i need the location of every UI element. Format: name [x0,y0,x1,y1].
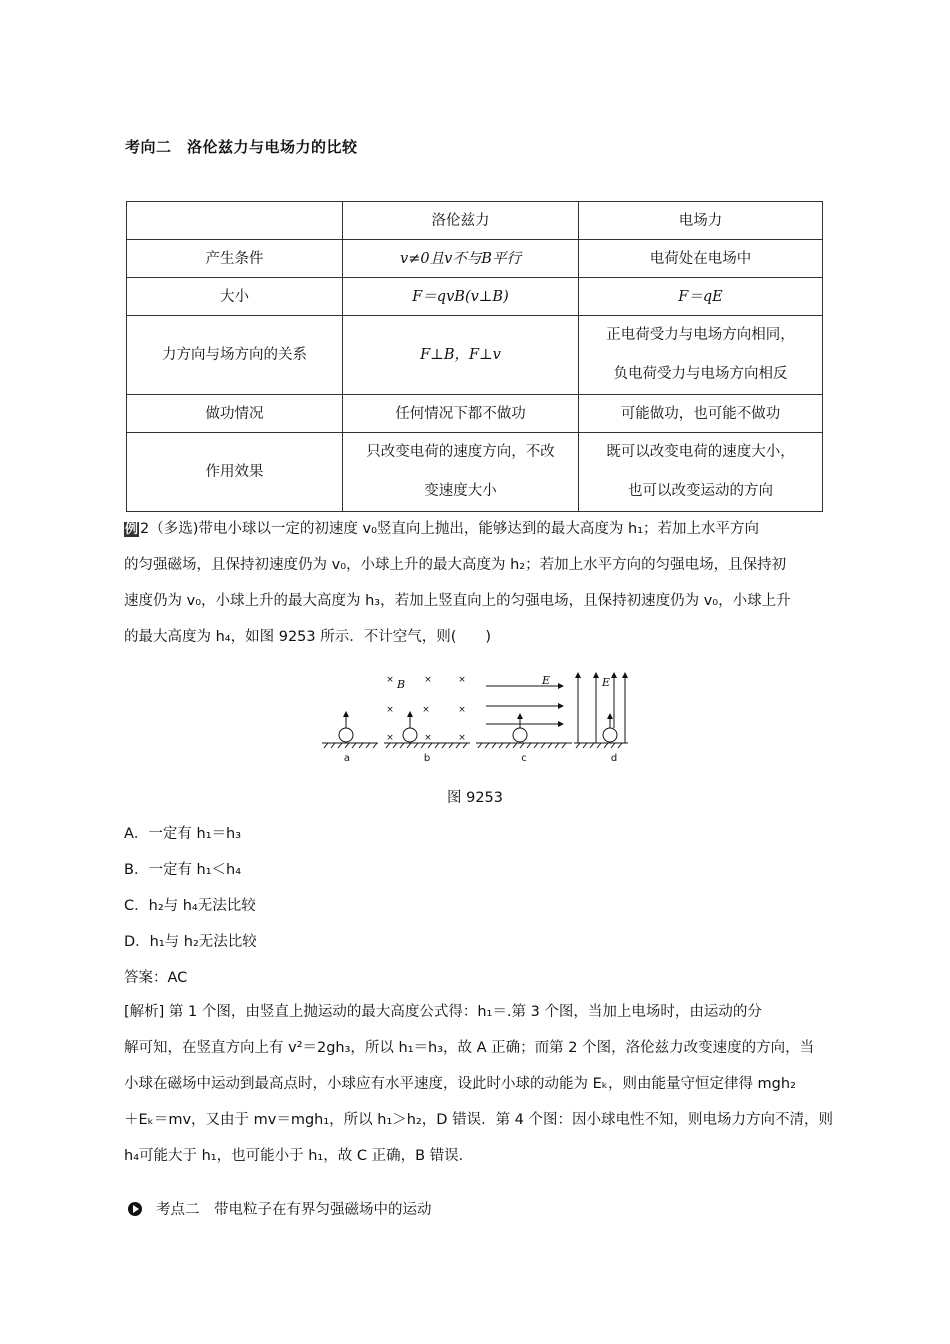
cell-line: 变速度大小 [424,483,497,499]
option-a: A．一定有 h₁＝h₃ [124,826,242,842]
ball-a [339,728,353,742]
row-label: 做功情况 [127,395,343,433]
table-header-electric: 电场力 [579,202,823,240]
kaodian-heading [128,1198,432,1219]
option-b: B．一定有 h₁＜h₄ [124,862,242,878]
analysis-line: ＋Eₖ＝mv，又由于 mv＝mgh₁，所以 h₁＞h₂，D 错误．第 4 个图：因小球电性不知，则电场力方向不清，则 [124,1112,834,1128]
svg-text:×: × [458,705,466,715]
cell-electric: 可能做功，也可能不做功 [579,395,823,433]
kaodian-text: 考点二 带电粒子在有界匀强磁场中的运动 [156,1202,432,1218]
cell-electric [579,433,823,512]
option-c: C．h₂与 h₄无法比较 [124,898,256,914]
svg-text:×: × [386,705,394,715]
option-d: D．h₁与 h₂无法比较 [124,934,257,950]
comparison-table [126,201,823,512]
label-a: a [343,753,351,764]
table-row [127,278,823,316]
row-label: 产生条件 [127,240,343,278]
table-row [127,433,823,512]
ground-b [384,715,470,748]
cell-lorentz: F⊥B，F⊥v [343,316,579,395]
example-line: 的最大高度为 h₄，如图 9253 所示．不计空气，则( ) [124,629,492,645]
table-cell [127,202,343,240]
example-line [124,511,834,547]
svg-text:×: × [424,675,432,685]
label-c: c [521,753,527,764]
ball-c [513,728,527,742]
analysis-line: [解析] 第 1 个图，由竖直上抛运动的最大高度公式得：h₁＝.第 3 个图，当加上电场时，由运动的分 [124,1004,762,1020]
cell-electric: 电荷处在电场中 [579,240,823,278]
label-d: d [610,753,618,764]
ball-b [403,728,417,742]
cell-line: 只改变电荷的速度方向，不改 [366,444,555,460]
svg-text:×: × [422,705,430,715]
cell-lorentz: F＝qvB(v⊥B) [343,278,579,316]
svg-text:×: × [458,675,466,685]
analysis-line: 小球在磁场中运动到最高点时，小球应有水平速度，设此时小球的动能为 Eₖ，则由能量守恒定律得 mgh₂ [124,1076,796,1092]
cell-lorentz: v≠0且v不与B平行 [343,240,579,278]
play-circle-icon [128,1202,142,1216]
svg-text:×: × [458,733,466,743]
row-label: 力方向与场方向的关系 [127,316,343,395]
ground-a [322,715,378,748]
row-label: 作用效果 [127,433,343,512]
label-B: B [397,678,406,691]
label-b: b [423,753,431,764]
cell-line: 负电荷受力与电场方向相反 [613,366,788,382]
label-E-horizontal: E [542,674,551,687]
analysis [124,994,834,1174]
svg-text:×: × [386,675,394,685]
row-label: 大小 [127,278,343,316]
analysis-line: h₄可能大于 h₁，也可能小于 h₁，故 C 正确，B 错误． [124,1148,474,1164]
table-row [127,395,823,433]
cell-electric [579,316,823,395]
answer: 答案：AC [124,970,188,986]
cell-line: 正电荷受力与电场方向相同， [606,327,795,343]
cell-lorentz [343,433,579,512]
section-heading: 考向二 洛伦兹力与电场力的比较 [125,138,358,156]
cell-electric: F＝qE [579,278,823,316]
ball-d [603,728,617,742]
example-mark: 例 [125,522,139,537]
ground-d [574,678,628,748]
example-line: 速度仍为 v₀，小球上升的最大高度为 h₃，若加上竖直向上的匀强电场，且保持初速度仍为 v₀，小球上升 [124,593,791,609]
example-text: 2（多选)带电小球以一定的初速度 v₀竖直向上抛出，能够达到的最大高度为 h₁；若加上水平方向 [140,521,760,537]
svg-text:×: × [386,733,394,743]
table-header-lorentz: 洛伦兹力 [343,202,579,240]
table-row [127,202,823,240]
svg-text:×: × [424,733,432,743]
cell-lorentz: 任何情况下都不做功 [343,395,579,433]
table-row [127,240,823,278]
figure-9253 [320,670,630,770]
label-E-vertical: E [602,676,611,689]
example-line: 的匀强磁场，且保持初速度仍为 v₀，小球上升的最大高度为 h₂；若加上水平方向的匀强电场，且保持初 [124,557,787,573]
figure-caption: 图 9253 [446,790,503,806]
analysis-line: 解可知，在竖直方向上有 v²＝2gh₃，所以 h₁＝h₃，故 A 正确；而第 2 个图，洛伦兹力改变速度的方向，当 [124,1040,815,1056]
example-problem [124,511,834,655]
cell-line: 也可以改变运动的方向 [628,483,773,499]
cell-line: 既可以改变电荷的速度大小， [606,444,795,460]
table-row [127,316,823,395]
ground-c [476,686,572,748]
